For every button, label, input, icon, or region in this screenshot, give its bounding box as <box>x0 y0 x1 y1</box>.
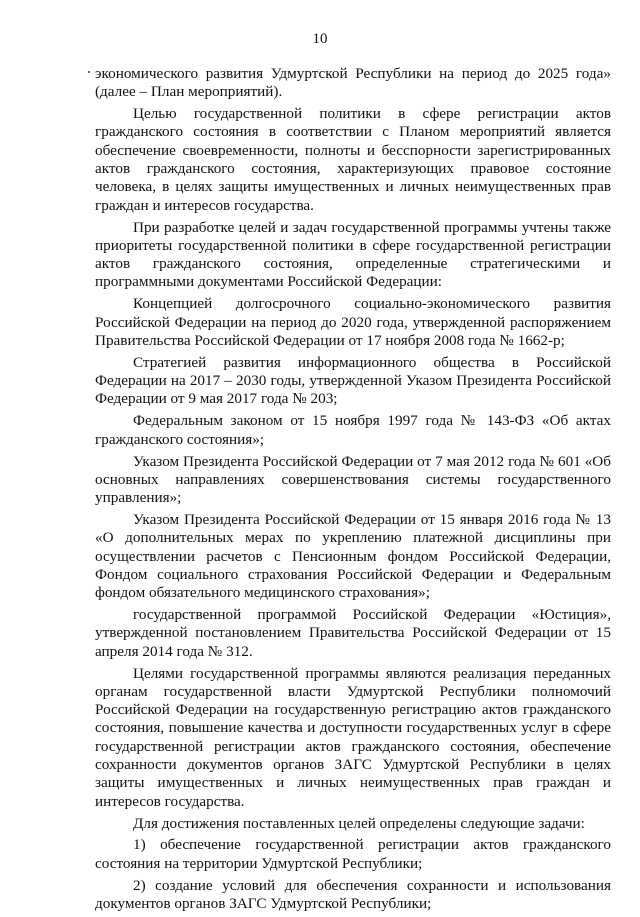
paragraph-task-1: 1) обеспечение государственной регистрации актов гражданского состояния на территории Удмуртской Республики; <box>95 836 611 872</box>
paragraph-continuation: экономического развития Удмуртской Республики на период до 2025 года» (далее – План мероприятий). <box>95 65 611 101</box>
paragraph-tasks-intro: Для достижения поставленных целей определены следующие задачи: <box>133 814 585 832</box>
paragraph-decree-601: Указом Президента Российской Федерации от 7 мая 2012 года № 601 «Об основных направлениях совершенствования системы государственного управления»; <box>95 452 611 507</box>
paragraph-decree-13: Указом Президента Российской Федерации от 15 января 2016 года № 13 «О дополнительных мерах по укреплению платежной дисциплины при осуществлении расчетов с Пенсионным фондом Российской Федерации, Фондом социального страхования Российской Федерации и Федеральным фондом обязательного медицинского страхования»; <box>95 510 611 602</box>
paragraph-policy-goal: Целью государственной политики в сфере регистрации актов гражданского состояния в соответствии с Планом мероприятий является обеспечение своевременности, полноты и бесспорности зарегистрированных актов гражданского состояния, характеризующих правовое состояние человека, в целях защиты имущественных и личных неимущественных прав граждан и интересов государства. <box>95 105 611 214</box>
document-body <box>95 65 611 917</box>
paragraph-strategy-2017-2030: Стратегией развития информационного общества в Российской Федерации на 2017 – 2030 годы, утвержденной Указом Президента Российской Федерации от 9 мая 2017 года № 203; <box>95 353 611 408</box>
paragraph-task-2: 2) создание условий для обеспечения сохранности и использования документов органов ЗАГС Удмуртской Республики; <box>95 876 611 912</box>
paragraph-concept-2020: Концепцией долгосрочного социально-экономического развития Российской Федерации на период до 2020 года, утвержденной распоряжением Правительства Российской Федерации от 17 ноября 2008 года № 1662-р; <box>95 295 611 349</box>
paragraph-federal-law-143: Федеральным законом от 15 ноября 1997 года № 143-ФЗ «Об актах гражданского состояния»; <box>95 412 611 448</box>
page-number: 10 <box>312 31 328 47</box>
paragraph-program-justice: государственной программой Российской Федерации «Юстиция», утвержденной постановлением Правительства Российской Федерации от 15 апреля 2014 года № 312. <box>95 606 611 660</box>
paragraph-priorities: При разработке целей и задач государственной программы учтены также приоритеты государственной политики в сфере государственной регистрации актов гражданского состояния, определенные стратегическими и программными документами Российской Федерации: <box>95 218 611 291</box>
paragraph-program-goals: Целями государственной программы являются реализация переданных органам государственной власти Удмуртской Республики полномочий Российской Федерации на государственную регистрацию актов гражданского состояния, повышение качества и доступности государственных услуг в сфере государственной регистрации актов гражданского состояния, обеспечение сохранности документов органов ЗАГС Удмуртской Республики в целях защиты имущественных и личных неимущественных прав граждан и интересов государства. <box>95 664 611 810</box>
scan-speck <box>88 71 90 73</box>
